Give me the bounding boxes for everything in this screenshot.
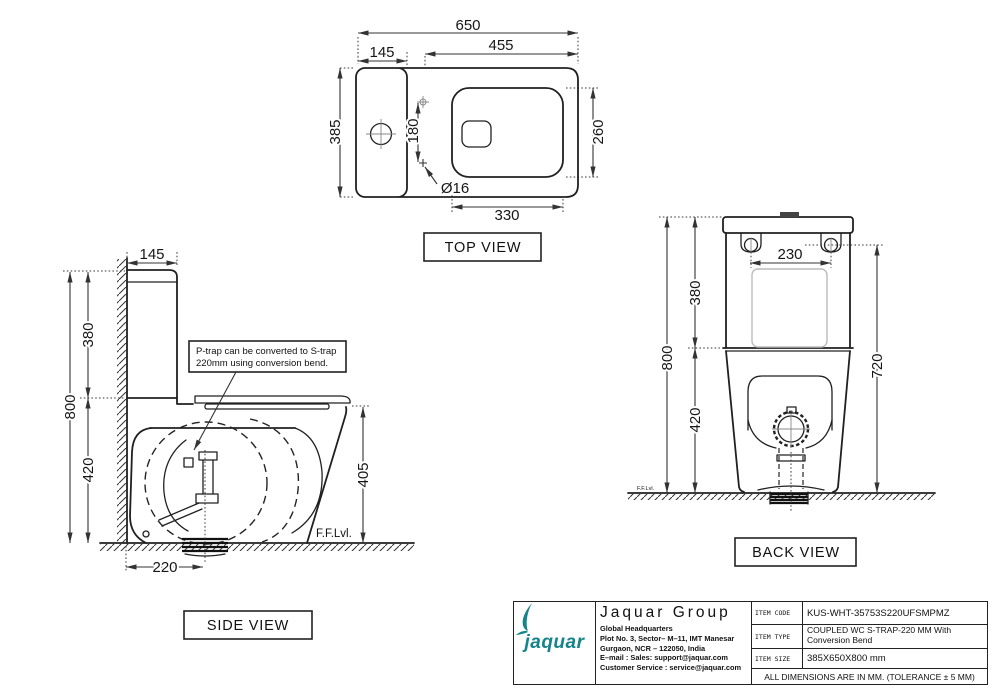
cistern-lid-back [723,217,853,233]
outlet-flange-curve [185,554,225,556]
dim-800-side-label: 800 [62,394,79,420]
side-view-label: SIDE VIEW [206,618,290,634]
dim-180-label: 180 [405,118,422,144]
seat-outline-top [452,88,563,177]
company-address-2: Gurgaon, NCR – 122050, India [600,643,706,653]
company-info-cell [596,602,752,684]
cistern-outline-top [356,68,407,197]
dim-260-label: 260 [590,119,607,145]
item-type-label: ITEM TYPE [752,625,803,649]
bowl-left-side [130,428,151,543]
dim-720-label: 720 [869,353,886,379]
dim-380-side-label: 380 [80,322,97,348]
flush-button-back [780,212,799,217]
cistern-step [177,398,193,404]
item-code-value: KUS-WHT-35753S220UFSMPMZ [803,602,987,625]
cistern-outline-side [127,270,177,398]
item-code-label: ITEM CODE [752,602,803,625]
dim-420-back-label: 420 [687,407,704,433]
dim-380-back-label: 380 [687,280,704,306]
hole-leader-line [425,167,437,184]
company-hq: Global Headquarters [600,624,673,633]
jaquar-logo-text: jaquar [524,631,585,653]
dim-405-label: 405 [355,462,372,488]
seat-lid-side [195,396,350,403]
company-service: Customer Service : service@jaquar.com [600,663,742,673]
flush-hole-top [462,121,491,147]
bowl-inner-curve-side [292,428,322,533]
seat-ring-side [205,404,329,409]
floor-hatch-side [100,544,414,551]
top-extension-lines [340,37,600,213]
note-leader-line [194,372,236,450]
jaquar-swoosh-icon [514,602,540,636]
company-name: Jaquar Group [600,604,731,621]
dim-330-label: 330 [494,207,520,224]
dim-hole-label: Ø16 [440,180,470,197]
bowl-inner-back [748,376,832,430]
title-block [513,601,988,685]
note-line-2: 220mm using conversion bend. [196,358,329,369]
item-size-label: ITEM SIZE [752,649,803,669]
flush-button-crosshair [366,119,396,149]
dim-220-label: 220 [152,559,178,576]
bowl-front-side [307,407,346,543]
top-view-drawing [327,17,607,261]
ffl-side-label: F.F.Lvl. [316,528,352,540]
dim-800-back-label: 800 [659,345,676,371]
cistern-panel-back [752,269,827,347]
dim-455-label: 455 [488,37,514,54]
trap-ghost-curve [250,419,298,542]
dimensions-note: ALL DIMENSIONS ARE IN MM. (TOLERANCE ± 5 MM) [764,671,975,682]
item-size-value: 385X650X800 mm [803,649,987,669]
ffl-back-label: F.F.Lvl. [637,486,655,492]
dim-230-label: 230 [777,246,803,263]
back-view-label: BACK VIEW [752,545,840,561]
logo-cell [514,602,596,684]
dim-145-top-label: 145 [369,44,395,61]
company-address-1: Plot No. 3, Sector– M–11, IMT Manesar [600,633,735,643]
wall-hatch [117,259,127,543]
trap-assembly [159,440,218,531]
side-extension-lines [63,252,370,571]
top-view-label: TOP VIEW [444,240,522,256]
dim-420-side-label: 420 [80,457,97,483]
flush-center-target [417,96,429,108]
company-email: E–mail : Sales: support@jaquar.com [600,653,728,663]
dim-385-label: 385 [327,119,344,145]
fixing-hole-side [143,531,149,537]
bowl-water-curves [748,420,832,448]
dim-145-side-label: 145 [139,246,165,263]
side-view-drawing [62,246,414,639]
item-type-value: COUPLED WC S-TRAP-220 MM With Conversion Bend [803,625,987,649]
hole-cross-mark [419,159,427,167]
note-line-1: P-trap can be converted to S-trap [196,346,337,357]
drain-crosshair [772,410,810,448]
back-view-drawing [628,212,935,566]
dim-650-label: 650 [455,17,481,34]
